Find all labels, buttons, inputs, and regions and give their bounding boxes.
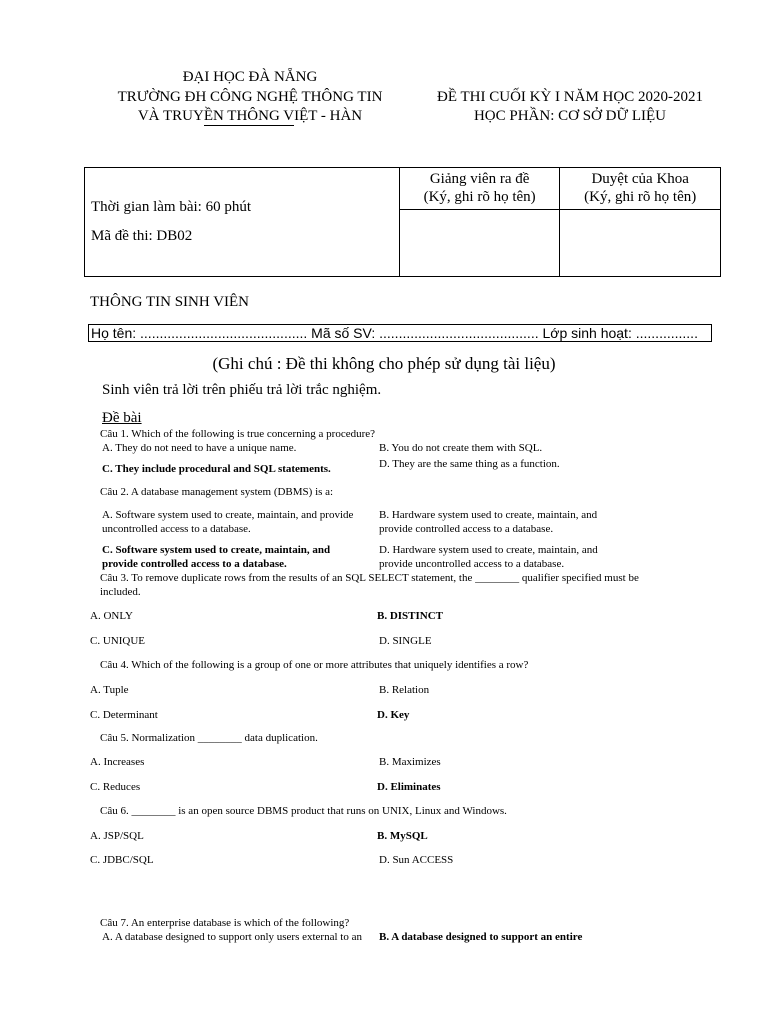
question-3-option-b: B. DISTINCT [377, 610, 444, 622]
question-3-stem-line2: included. [100, 586, 141, 598]
question-1-option-d: D. They are the same thing as a function. [379, 458, 560, 470]
question-2-option-a-line1: A. Software system used to create, maintain, and provide [102, 509, 354, 521]
question-6-option-b: B. MySQL [377, 830, 428, 842]
question-7-option-a: A. A database designed to support only users external to an [102, 931, 362, 943]
lecturer-note: (Ký, ghi rõ họ tên) [423, 189, 536, 205]
question-7-option-b: B. A database designed to support an entire [379, 931, 583, 943]
question-3-option-d: D. SINGLE [379, 635, 432, 647]
faculty-signature-box [560, 210, 721, 277]
question-3-option-c: C. UNIQUE [90, 635, 145, 647]
questions-title: Đề bài [102, 410, 142, 426]
question-7-stem: Câu 7. An enterprise database is which of the following? [100, 917, 350, 929]
exam-duration: Thời gian làm bài: 60 phút [91, 199, 251, 215]
lecturer-signature-box [399, 210, 560, 277]
question-4-option-c: C. Determinant [90, 709, 158, 721]
question-6-option-c: C. JDBC/SQL [90, 854, 154, 866]
question-5-option-c: C. Reduces [90, 781, 141, 793]
question-6-option-d: D. Sun ACCESS [379, 854, 454, 866]
faculty-title: Duyệt của Khoa [591, 171, 689, 187]
question-2-option-d-line1: D. Hardware system used to create, maintain, and [379, 544, 598, 556]
question-1-option-a: A. They do not need to have a unique name. [102, 442, 297, 454]
university-name: ĐẠI HỌC ĐÀ NẴNG [182, 69, 318, 85]
exam-info-cell [85, 168, 400, 277]
question-4-option-a: A. Tuple [90, 684, 129, 696]
question-6-stem: Câu 6. ________ is an open source DBMS product that runs on UNIX, Linux and Windows. [100, 805, 507, 817]
exam-info-table [84, 167, 721, 277]
instruction: Sinh viên trả lời trên phiếu trả lời trắc nghiệm. [102, 382, 382, 398]
question-5-stem: Câu 5. Normalization ________ data duplication. [100, 732, 318, 744]
question-6-option-a: A. JSP/SQL [90, 830, 144, 842]
question-5-option-b: B. Maximizes [379, 756, 441, 768]
question-1-stem: Câu 1. Which of the following is true concerning a procedure? [100, 428, 376, 440]
question-1-option-c: C. They include procedural and SQL statements. [102, 463, 331, 475]
question-4-option-d: D. Key [377, 709, 410, 721]
question-5-option-a: A. Increases [90, 756, 145, 768]
question-5-option-d: D. Eliminates [377, 781, 441, 793]
question-3-option-a: A. ONLY [90, 610, 133, 622]
question-2-option-c-line1: C. Software system used to create, maintain, and [102, 544, 331, 556]
course-name: HỌC PHẦN: CƠ SỞ DỮ LIỆU [473, 108, 667, 124]
question-2-option-d-line2: provide uncontrolled access to a database. [379, 558, 565, 570]
school-name-line1: TRƯỜNG ĐH CÔNG NGHỆ THÔNG TIN [117, 89, 383, 105]
question-2-option-c-line2: provide controlled access to a database. [102, 558, 287, 570]
header-divider [204, 125, 294, 126]
question-2-option-b-line2: provide controlled access to a database. [379, 523, 554, 535]
exam-note: (Ghi chú : Đề thi không cho phép sử dụng tài liệu) [212, 354, 556, 373]
question-1-option-b: B. You do not create them with SQL. [379, 442, 543, 454]
exam-title: ĐỀ THI CUỐI KỲ I NĂM HỌC 2020-2021 [437, 89, 703, 105]
lecturer-title: Giảng viên ra đề [429, 171, 530, 187]
question-2-stem: Câu 2. A database management system (DBMS) is a: [100, 486, 334, 498]
question-3-stem-line1: Câu 3. To remove duplicate rows from the results of an SQL SELECT statement, the ________ qualifier specified must be [100, 572, 639, 584]
faculty-signature-header [560, 168, 721, 210]
faculty-note: (Ký, ghi rõ họ tên) [584, 189, 697, 205]
student-section-title: THÔNG TIN SINH VIÊN [90, 294, 250, 310]
question-2-option-a-line2: uncontrolled access to a database. [102, 523, 251, 535]
student-info-fields: Họ tên: ........................................... Mã số SV: ......................................... Lớp sinh hoạt: ................ [88, 324, 712, 342]
exam-code: Mã đề thi: DB02 [91, 228, 193, 244]
question-2-option-b-line1: B. Hardware system used to create, maintain, and [379, 509, 598, 521]
question-4-stem: Câu 4. Which of the following is a group of one or more attributes that uniquely identifies a row? [100, 659, 529, 671]
school-name-line2: VÀ TRUYỀN THÔNG VIỆT - HÀN [137, 108, 363, 124]
question-4-option-b: B. Relation [379, 684, 430, 696]
lecturer-signature-header [399, 168, 560, 210]
